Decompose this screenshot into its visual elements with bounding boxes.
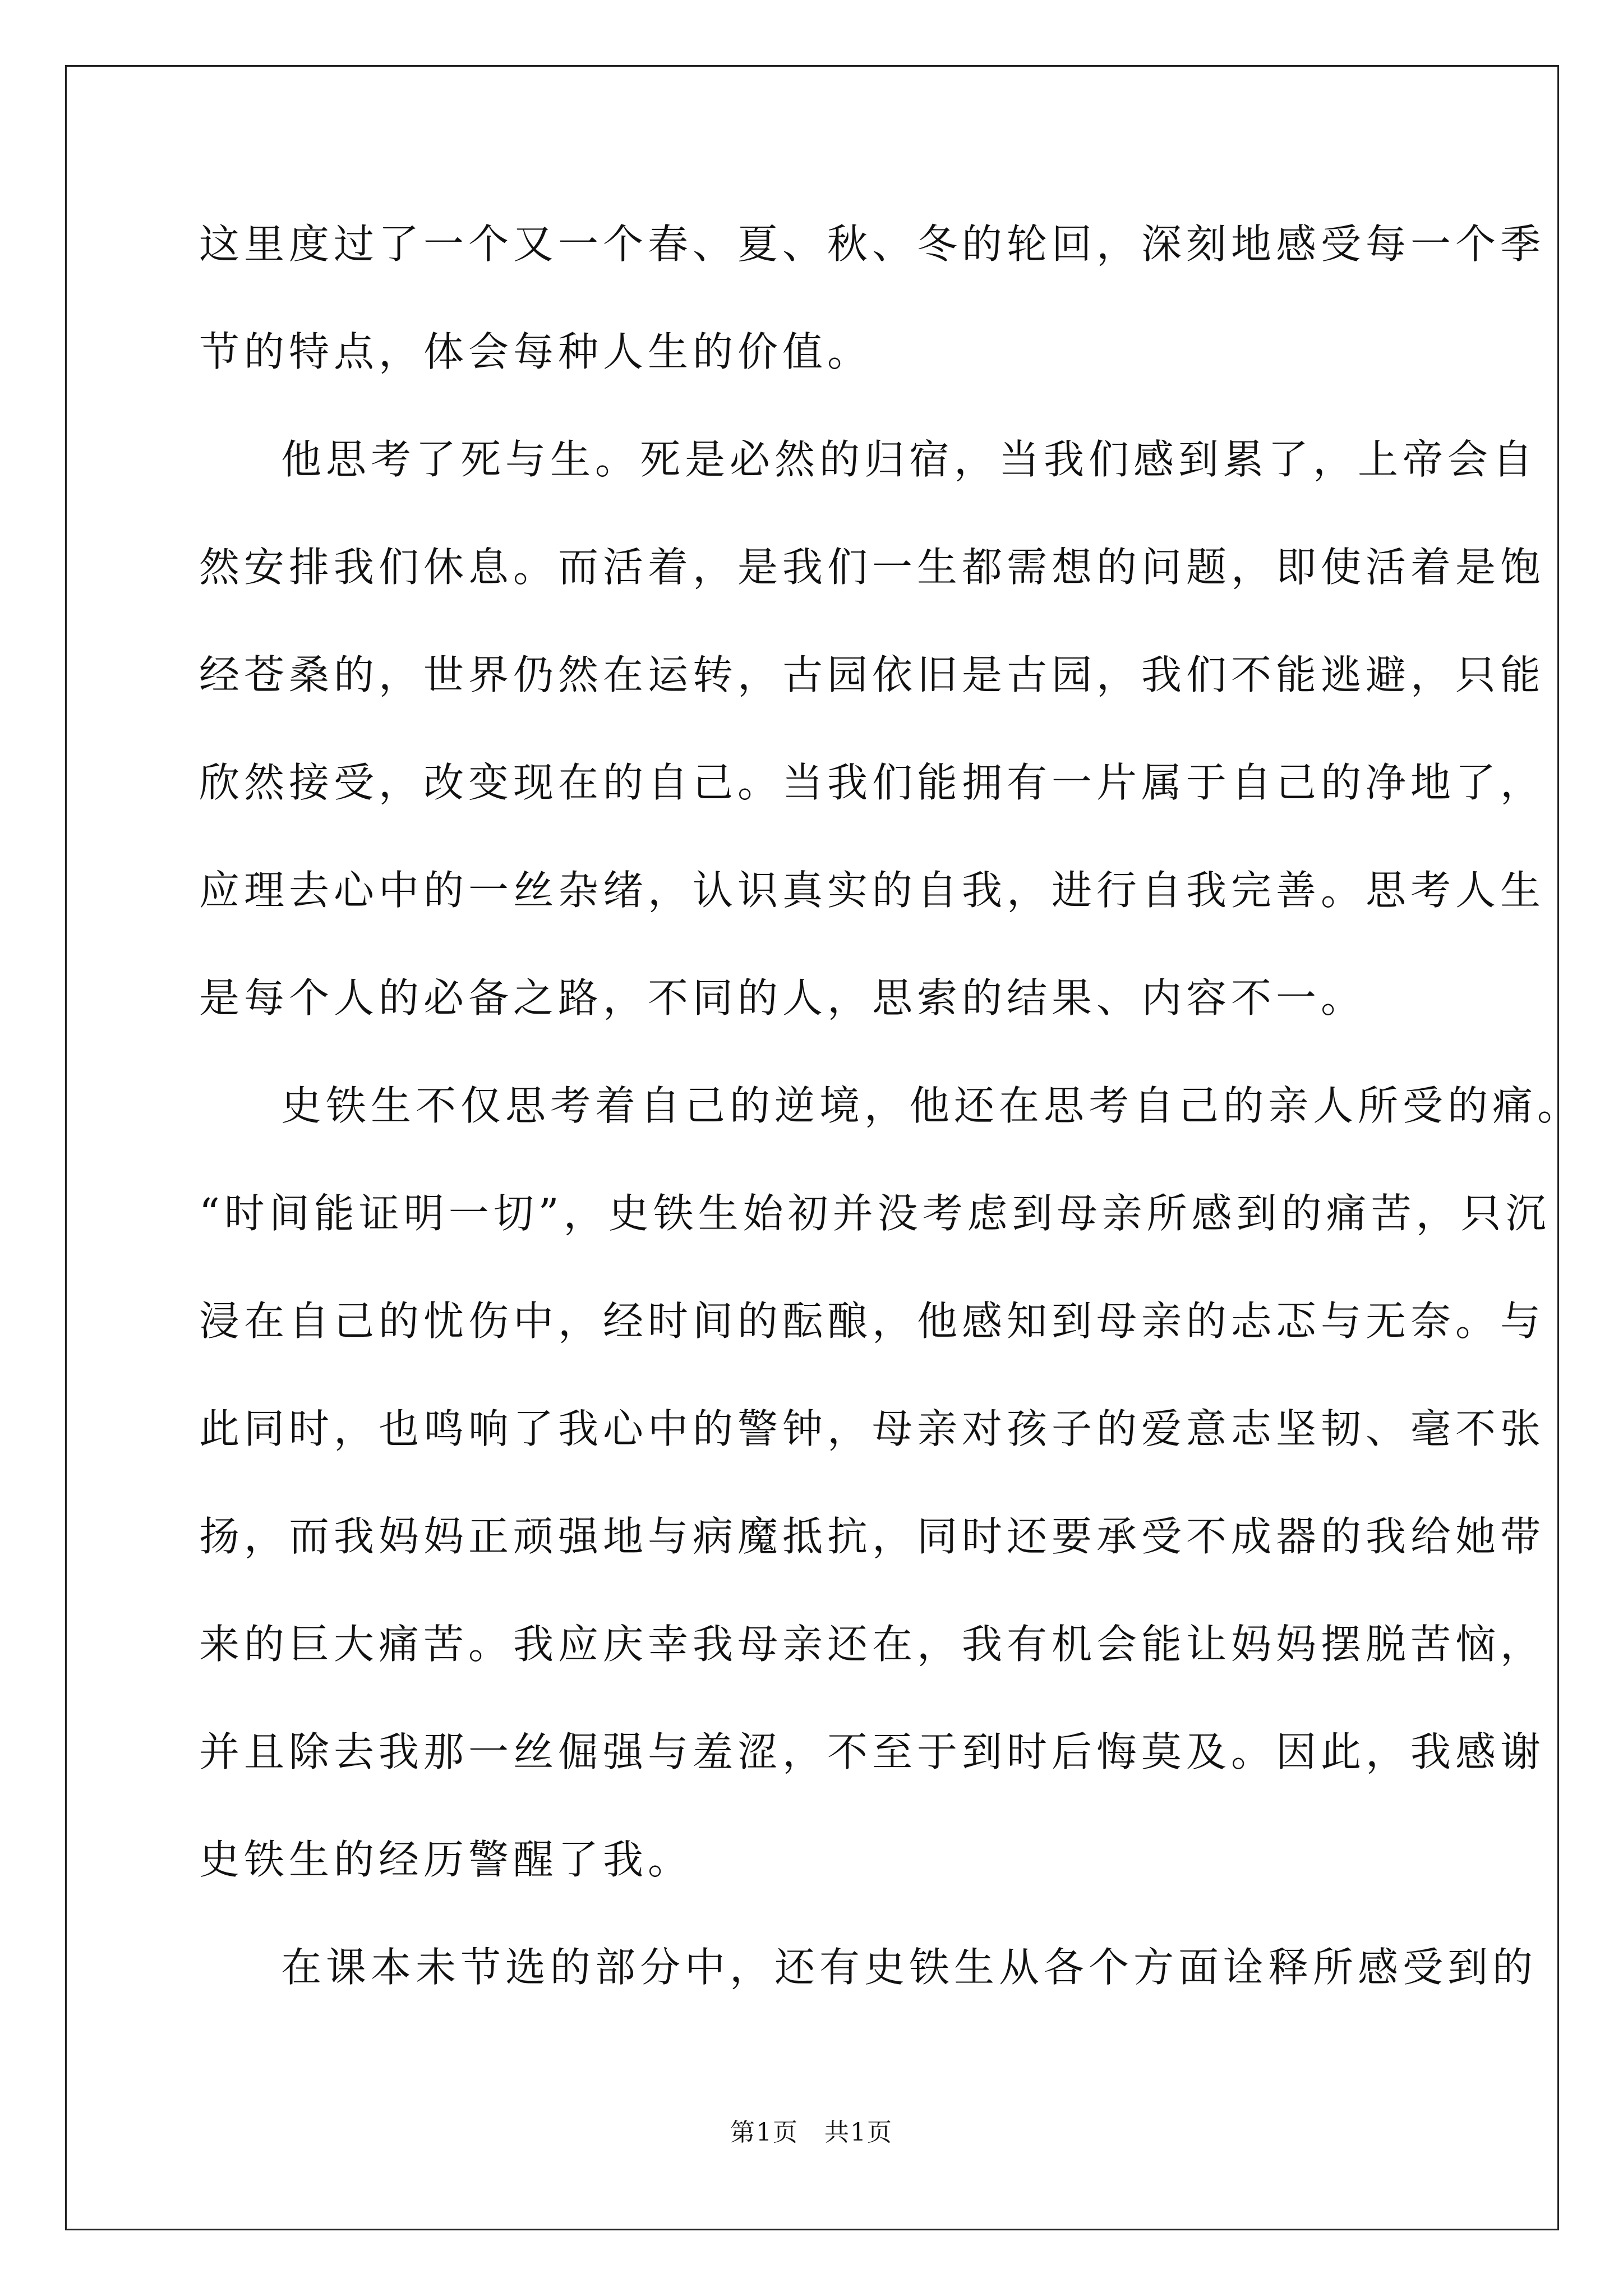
text-line: 然安排我们休息。而活着，是我们一生都需想的问题，即使活着是饱 bbox=[199, 544, 1546, 591]
text-line: 他思考了死与生。死是必然的归宿，当我们感到累了，上帝会自 bbox=[281, 436, 1538, 483]
text-line: 来的巨大痛苦。我应庆幸我母亲还在，我有机会能让妈妈摆脱苦恼， bbox=[199, 1621, 1546, 1668]
text-line: 欣然接受，改变现在的自己。当我们能拥有一片属于自己的净地了， bbox=[199, 759, 1546, 806]
text-line: 节的特点，体会每种人生的价值。 bbox=[199, 328, 873, 375]
text-line: 浸在自己的忧伤中，经时间的酝酿，他感知到母亲的忐忑与无奈。与 bbox=[199, 1297, 1546, 1345]
text-line: 应理去心中的一丝杂绪，认识真实的自我，进行自我完善。思考人生 bbox=[199, 867, 1546, 914]
text-line: 此同时，也鸣响了我心中的警钟，母亲对孩子的爱意志坚韧、毫不张 bbox=[199, 1405, 1546, 1452]
page-footer: 第1页 共1页 bbox=[730, 2118, 893, 2147]
text-line: “时间能证明一切”，史铁生始初并没考虑到母亲所感到的痛苦，只沉 bbox=[199, 1190, 1551, 1237]
text-line: 是每个人的必备之路，不同的人，思索的结果、内容不一。 bbox=[199, 974, 1366, 1022]
text-line: 这里度过了一个又一个春、夏、秋、冬的轮回，深刻地感受每一个季 bbox=[199, 220, 1546, 268]
text-line: 史铁生的经历警醒了我。 bbox=[199, 1836, 693, 1883]
text-line: 扬，而我妈妈正顽强地与病魔抵抗，同时还要承受不成器的我给她带 bbox=[199, 1513, 1546, 1560]
text-line: 经苍桑的，世界仍然在运转，古园依旧是古园，我们不能逃避，只能 bbox=[199, 651, 1546, 698]
text-line: 并且除去我那一丝倔强与羞涩，不至于到时后悔莫及。因此，我感谢 bbox=[199, 1728, 1546, 1775]
page-border bbox=[65, 65, 1559, 2230]
text-line: 史铁生不仅思考着自己的逆境，他还在思考自己的亲人所受的痛。 bbox=[281, 1082, 1583, 1129]
text-line: 在课本未节选的部分中，还有史铁生从各个方面诠释所感受到的 bbox=[281, 1944, 1538, 1991]
